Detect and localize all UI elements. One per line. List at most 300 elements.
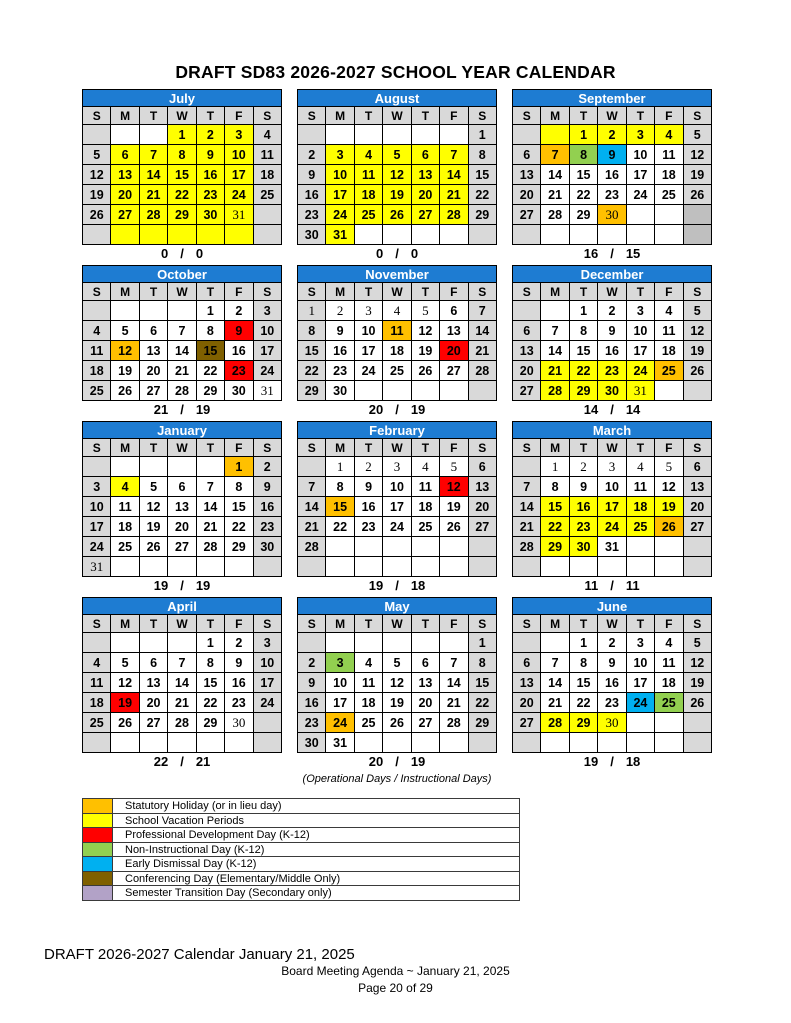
day-cell-september-25: 25 <box>655 185 683 205</box>
day-cell-july-14: 14 <box>139 165 167 185</box>
month-table-september <box>512 89 712 245</box>
month-table-july <box>82 89 282 245</box>
day-cell-november-25: 25 <box>383 361 411 381</box>
operational-days-count: 19 <box>583 754 599 769</box>
day-cell-november-6: 6 <box>440 301 468 321</box>
day-of-week-header: F <box>440 439 468 457</box>
day-cell-empty <box>513 457 541 477</box>
day-cell-october-4: 4 <box>83 321 111 341</box>
day-of-week-header: S <box>83 439 111 457</box>
day-cell-december-23: 23 <box>598 361 626 381</box>
day-cell-empty <box>513 557 541 577</box>
day-cell-july-15: 15 <box>168 165 196 185</box>
day-cell-august-30: 30 <box>298 225 326 245</box>
day-cell-august-2: 2 <box>298 145 326 165</box>
day-cell-june-6: 6 <box>513 653 541 673</box>
day-cell-september-28: 28 <box>541 205 569 225</box>
day-cell-january-26: 26 <box>139 537 167 557</box>
day-cell-august-5: 5 <box>383 145 411 165</box>
day-cell-march-14: 14 <box>513 497 541 517</box>
day-cell-september-14: 14 <box>541 165 569 185</box>
day-cell-empty <box>626 225 654 245</box>
day-of-week-header: T <box>411 283 439 301</box>
day-cell-empty <box>253 733 281 753</box>
day-cell-may-2: 2 <box>298 653 326 673</box>
day-cell-january-21: 21 <box>196 517 224 537</box>
day-cell-june-25: 25 <box>655 693 683 713</box>
day-cell-march-26: 26 <box>655 517 683 537</box>
day-cell-july-19: 19 <box>83 185 111 205</box>
day-cell-january-3: 3 <box>83 477 111 497</box>
day-cell-november-7: 7 <box>468 301 496 321</box>
day-cell-february-21: 21 <box>298 517 326 537</box>
day-cell-may-10: 10 <box>326 673 354 693</box>
day-cell-march-16: 16 <box>569 497 597 517</box>
month-title-february: February <box>298 422 497 439</box>
day-cell-january-15: 15 <box>225 497 253 517</box>
counts-slash: / <box>610 246 614 261</box>
day-cell-empty <box>354 381 382 401</box>
month-august <box>297 89 497 261</box>
day-cell-july-16: 16 <box>196 165 224 185</box>
day-cell-empty <box>598 225 626 245</box>
month-title-april: April <box>83 598 282 615</box>
day-cell-may-20: 20 <box>411 693 439 713</box>
day-cell-empty <box>111 225 139 245</box>
day-cell-empty <box>354 225 382 245</box>
legend-row <box>82 827 520 843</box>
day-cell-november-19: 19 <box>411 341 439 361</box>
month-table-november <box>297 265 497 401</box>
day-of-week-header: F <box>655 283 683 301</box>
day-cell-empty <box>111 457 139 477</box>
day-of-week-header: W <box>598 439 626 457</box>
day-cell-empty <box>111 633 139 653</box>
day-cell-december-6: 6 <box>513 321 541 341</box>
month-day-counts-april <box>82 754 282 769</box>
day-cell-empty <box>626 537 654 557</box>
day-cell-may-17: 17 <box>326 693 354 713</box>
day-cell-empty <box>541 125 569 145</box>
operational-days-count: 21 <box>153 402 169 417</box>
day-cell-april-13: 13 <box>139 673 167 693</box>
day-cell-empty <box>569 225 597 245</box>
instructional-days-count: 21 <box>195 754 211 769</box>
day-cell-empty <box>541 633 569 653</box>
day-cell-december-14: 14 <box>541 341 569 361</box>
day-of-week-header: S <box>513 439 541 457</box>
day-cell-june-12: 12 <box>683 653 711 673</box>
day-of-week-header: T <box>569 283 597 301</box>
month-table-may <box>297 597 497 753</box>
day-cell-january-19: 19 <box>139 517 167 537</box>
day-cell-march-9: 9 <box>569 477 597 497</box>
day-cell-september-30: 30 <box>598 205 626 225</box>
day-cell-november-11: 11 <box>383 321 411 341</box>
day-cell-january-12: 12 <box>139 497 167 517</box>
day-cell-february-1: 1 <box>326 457 354 477</box>
day-cell-september-5: 5 <box>683 125 711 145</box>
day-cell-empty <box>139 557 167 577</box>
day-cell-march-2: 2 <box>569 457 597 477</box>
day-of-week-header: S <box>468 615 496 633</box>
day-cell-empty <box>168 557 196 577</box>
day-cell-may-15: 15 <box>468 673 496 693</box>
day-cell-empty <box>683 381 711 401</box>
day-cell-october-2: 2 <box>225 301 253 321</box>
day-cell-august-1: 1 <box>468 125 496 145</box>
day-cell-july-2: 2 <box>196 125 224 145</box>
day-cell-july-22: 22 <box>168 185 196 205</box>
day-cell-empty <box>513 733 541 753</box>
day-cell-october-29: 29 <box>196 381 224 401</box>
day-cell-june-18: 18 <box>655 673 683 693</box>
month-day-counts-june <box>512 754 712 769</box>
day-cell-february-18: 18 <box>411 497 439 517</box>
day-cell-december-3: 3 <box>626 301 654 321</box>
day-cell-april-7: 7 <box>168 653 196 673</box>
day-cell-may-29: 29 <box>468 713 496 733</box>
day-cell-august-10: 10 <box>326 165 354 185</box>
day-cell-august-25: 25 <box>354 205 382 225</box>
day-cell-empty <box>440 381 468 401</box>
day-of-week-header: S <box>513 615 541 633</box>
day-cell-october-28: 28 <box>168 381 196 401</box>
day-cell-april-21: 21 <box>168 693 196 713</box>
day-cell-february-16: 16 <box>354 497 382 517</box>
month-title-july: July <box>83 90 282 107</box>
day-cell-november-30: 30 <box>326 381 354 401</box>
counts-slash: / <box>395 578 399 593</box>
day-cell-february-27: 27 <box>468 517 496 537</box>
day-cell-july-24: 24 <box>225 185 253 205</box>
day-cell-empty <box>111 733 139 753</box>
day-cell-july-18: 18 <box>253 165 281 185</box>
day-cell-empty <box>298 557 326 577</box>
day-cell-may-31: 31 <box>326 733 354 753</box>
day-cell-august-29: 29 <box>468 205 496 225</box>
day-cell-april-4: 4 <box>83 653 111 673</box>
day-cell-june-16: 16 <box>598 673 626 693</box>
day-cell-empty <box>168 733 196 753</box>
day-cell-december-12: 12 <box>683 321 711 341</box>
day-cell-empty <box>383 557 411 577</box>
day-of-week-header: T <box>139 615 167 633</box>
day-cell-july-30: 30 <box>196 205 224 225</box>
day-cell-june-20: 20 <box>513 693 541 713</box>
day-cell-february-10: 10 <box>383 477 411 497</box>
legend-row <box>82 798 520 814</box>
day-cell-may-3: 3 <box>326 653 354 673</box>
day-cell-empty <box>196 457 224 477</box>
month-title-november: November <box>298 266 497 283</box>
day-cell-june-4: 4 <box>655 633 683 653</box>
day-cell-empty <box>683 713 711 733</box>
counts-slash: / <box>610 402 614 417</box>
day-cell-february-20: 20 <box>468 497 496 517</box>
day-cell-january-25: 25 <box>111 537 139 557</box>
month-row <box>82 89 712 261</box>
day-cell-july-9: 9 <box>196 145 224 165</box>
month-table-april <box>82 597 282 753</box>
day-cell-april-30: 30 <box>225 713 253 733</box>
day-cell-june-14: 14 <box>541 673 569 693</box>
legend-row <box>82 871 520 887</box>
day-cell-february-26: 26 <box>440 517 468 537</box>
day-cell-october-12: 12 <box>111 341 139 361</box>
day-cell-june-28: 28 <box>541 713 569 733</box>
day-cell-empty <box>253 205 281 225</box>
day-cell-august-9: 9 <box>298 165 326 185</box>
month-title-october: October <box>83 266 282 283</box>
day-cell-march-3: 3 <box>598 457 626 477</box>
day-cell-march-13: 13 <box>683 477 711 497</box>
day-cell-september-2: 2 <box>598 125 626 145</box>
day-cell-may-24: 24 <box>326 713 354 733</box>
day-cell-september-3: 3 <box>626 125 654 145</box>
month-title-january: January <box>83 422 282 439</box>
day-cell-empty <box>139 225 167 245</box>
day-cell-empty <box>440 633 468 653</box>
day-of-week-header: S <box>253 283 281 301</box>
day-cell-empty <box>569 733 597 753</box>
day-cell-november-20: 20 <box>440 341 468 361</box>
day-of-week-header: T <box>626 107 654 125</box>
day-cell-february-24: 24 <box>383 517 411 537</box>
day-cell-november-14: 14 <box>468 321 496 341</box>
day-cell-march-12: 12 <box>655 477 683 497</box>
day-cell-empty <box>225 557 253 577</box>
day-cell-october-27: 27 <box>139 381 167 401</box>
day-cell-august-17: 17 <box>326 185 354 205</box>
day-cell-empty <box>139 733 167 753</box>
operational-days-count: 20 <box>368 402 384 417</box>
day-cell-empty <box>655 557 683 577</box>
day-of-week-header: M <box>111 107 139 125</box>
day-cell-april-14: 14 <box>168 673 196 693</box>
day-cell-empty <box>411 557 439 577</box>
day-cell-july-26: 26 <box>83 205 111 225</box>
day-cell-february-2: 2 <box>354 457 382 477</box>
month-september <box>512 89 712 261</box>
legend-label: Professional Development Day (K-12) <box>125 829 310 841</box>
day-cell-april-3: 3 <box>253 633 281 653</box>
day-cell-empty <box>626 205 654 225</box>
day-cell-december-16: 16 <box>598 341 626 361</box>
month-table-august <box>297 89 497 245</box>
footer-draft-label: DRAFT 2026-2027 Calendar January 21, 2025 <box>44 946 355 963</box>
day-of-week-header: T <box>354 283 382 301</box>
day-cell-august-11: 11 <box>354 165 382 185</box>
day-cell-january-22: 22 <box>225 517 253 537</box>
day-cell-january-20: 20 <box>168 517 196 537</box>
day-cell-august-21: 21 <box>440 185 468 205</box>
day-cell-november-26: 26 <box>411 361 439 381</box>
day-cell-april-2: 2 <box>225 633 253 653</box>
day-cell-august-12: 12 <box>383 165 411 185</box>
day-cell-may-23: 23 <box>298 713 326 733</box>
instructional-days-count: 18 <box>625 754 641 769</box>
day-cell-january-9: 9 <box>253 477 281 497</box>
month-title-may: May <box>298 598 497 615</box>
day-cell-april-8: 8 <box>196 653 224 673</box>
day-cell-february-17: 17 <box>383 497 411 517</box>
month-table-october <box>82 265 282 401</box>
day-cell-empty <box>111 557 139 577</box>
day-cell-empty <box>683 205 711 225</box>
day-cell-september-18: 18 <box>655 165 683 185</box>
day-cell-empty <box>383 381 411 401</box>
day-cell-december-26: 26 <box>683 361 711 381</box>
month-table-january <box>82 421 282 577</box>
day-of-week-header: M <box>326 283 354 301</box>
legend-row <box>82 856 520 872</box>
day-cell-november-8: 8 <box>298 321 326 341</box>
day-cell-december-24: 24 <box>626 361 654 381</box>
day-cell-october-11: 11 <box>83 341 111 361</box>
day-cell-empty <box>139 125 167 145</box>
day-cell-empty <box>354 557 382 577</box>
day-of-week-header: W <box>598 283 626 301</box>
day-cell-april-22: 22 <box>196 693 224 713</box>
day-cell-empty <box>626 733 654 753</box>
day-cell-august-14: 14 <box>440 165 468 185</box>
day-of-week-header: S <box>253 107 281 125</box>
day-cell-empty <box>468 537 496 557</box>
day-cell-november-3: 3 <box>354 301 382 321</box>
day-cell-may-6: 6 <box>411 653 439 673</box>
day-cell-may-1: 1 <box>468 633 496 653</box>
month-day-counts-october <box>82 402 282 417</box>
day-cell-empty <box>440 733 468 753</box>
day-cell-july-27: 27 <box>111 205 139 225</box>
day-cell-february-8: 8 <box>326 477 354 497</box>
day-of-week-header: S <box>298 615 326 633</box>
day-cell-february-13: 13 <box>468 477 496 497</box>
month-table-june <box>512 597 712 753</box>
day-cell-august-19: 19 <box>383 185 411 205</box>
operational-days-count: 19 <box>368 578 384 593</box>
day-cell-october-23: 23 <box>225 361 253 381</box>
day-cell-march-30: 30 <box>569 537 597 557</box>
day-cell-april-26: 26 <box>111 713 139 733</box>
month-day-counts-february <box>297 578 497 593</box>
day-cell-august-27: 27 <box>411 205 439 225</box>
day-cell-empty <box>655 733 683 753</box>
day-cell-september-13: 13 <box>513 165 541 185</box>
day-cell-august-28: 28 <box>440 205 468 225</box>
day-cell-november-2: 2 <box>326 301 354 321</box>
day-cell-september-6: 6 <box>513 145 541 165</box>
day-cell-march-31: 31 <box>598 537 626 557</box>
month-january <box>82 421 282 593</box>
day-cell-december-15: 15 <box>569 341 597 361</box>
day-cell-june-11: 11 <box>655 653 683 673</box>
day-cell-october-22: 22 <box>196 361 224 381</box>
day-cell-november-17: 17 <box>354 341 382 361</box>
day-cell-empty <box>513 125 541 145</box>
day-cell-november-18: 18 <box>383 341 411 361</box>
day-cell-january-27: 27 <box>168 537 196 557</box>
day-cell-february-9: 9 <box>354 477 382 497</box>
day-cell-august-3: 3 <box>326 145 354 165</box>
day-cell-empty <box>253 713 281 733</box>
day-cell-february-28: 28 <box>298 537 326 557</box>
day-cell-empty <box>83 301 111 321</box>
day-cell-empty <box>139 457 167 477</box>
month-day-counts-january <box>82 578 282 593</box>
day-cell-april-29: 29 <box>196 713 224 733</box>
day-of-week-header: F <box>655 439 683 457</box>
day-of-week-header: F <box>440 615 468 633</box>
day-of-week-header: W <box>168 439 196 457</box>
day-cell-october-14: 14 <box>168 341 196 361</box>
day-cell-july-31: 31 <box>225 205 253 225</box>
day-of-week-header: T <box>139 283 167 301</box>
day-cell-december-31: 31 <box>626 381 654 401</box>
day-cell-empty <box>298 457 326 477</box>
day-of-week-header: M <box>541 107 569 125</box>
day-cell-december-28: 28 <box>541 381 569 401</box>
day-cell-june-5: 5 <box>683 633 711 653</box>
day-cell-september-15: 15 <box>569 165 597 185</box>
legend-label: School Vacation Periods <box>125 814 245 827</box>
month-may <box>297 597 497 769</box>
day-cell-march-29: 29 <box>541 537 569 557</box>
day-cell-empty <box>168 633 196 653</box>
day-cell-february-6: 6 <box>468 457 496 477</box>
day-cell-september-16: 16 <box>598 165 626 185</box>
day-of-week-header: S <box>468 107 496 125</box>
day-cell-november-12: 12 <box>411 321 439 341</box>
day-cell-may-5: 5 <box>383 653 411 673</box>
day-of-week-header: F <box>440 283 468 301</box>
legend-label: Conferencing Day (Elementary/Middle Only) <box>125 872 341 885</box>
counts-slash: / <box>180 754 184 769</box>
day-cell-august-15: 15 <box>468 165 496 185</box>
day-cell-june-27: 27 <box>513 713 541 733</box>
day-of-week-header: S <box>83 107 111 125</box>
day-cell-april-1: 1 <box>196 633 224 653</box>
legend-row <box>82 885 520 901</box>
day-cell-august-6: 6 <box>411 145 439 165</box>
day-cell-empty <box>168 457 196 477</box>
month-table-march <box>512 421 712 577</box>
counts-slash: / <box>395 754 399 769</box>
day-cell-april-25: 25 <box>83 713 111 733</box>
day-of-week-header: W <box>383 283 411 301</box>
day-of-week-header: M <box>111 439 139 457</box>
day-cell-september-11: 11 <box>655 145 683 165</box>
day-cell-december-17: 17 <box>626 341 654 361</box>
day-of-week-header: W <box>598 615 626 633</box>
day-cell-march-10: 10 <box>598 477 626 497</box>
day-cell-june-13: 13 <box>513 673 541 693</box>
day-cell-empty <box>111 125 139 145</box>
day-of-week-header: M <box>111 615 139 633</box>
calendar-grid <box>82 89 712 769</box>
legend-color-swatch <box>83 857 113 871</box>
day-cell-june-8: 8 <box>569 653 597 673</box>
month-day-counts-september <box>512 246 712 261</box>
legend-label: Early Dismissal Day (K-12) <box>125 858 257 870</box>
day-cell-december-25: 25 <box>655 361 683 381</box>
day-cell-april-16: 16 <box>225 673 253 693</box>
day-cell-april-28: 28 <box>168 713 196 733</box>
day-of-week-header: T <box>626 439 654 457</box>
day-cell-may-22: 22 <box>468 693 496 713</box>
day-cell-september-27: 27 <box>513 205 541 225</box>
